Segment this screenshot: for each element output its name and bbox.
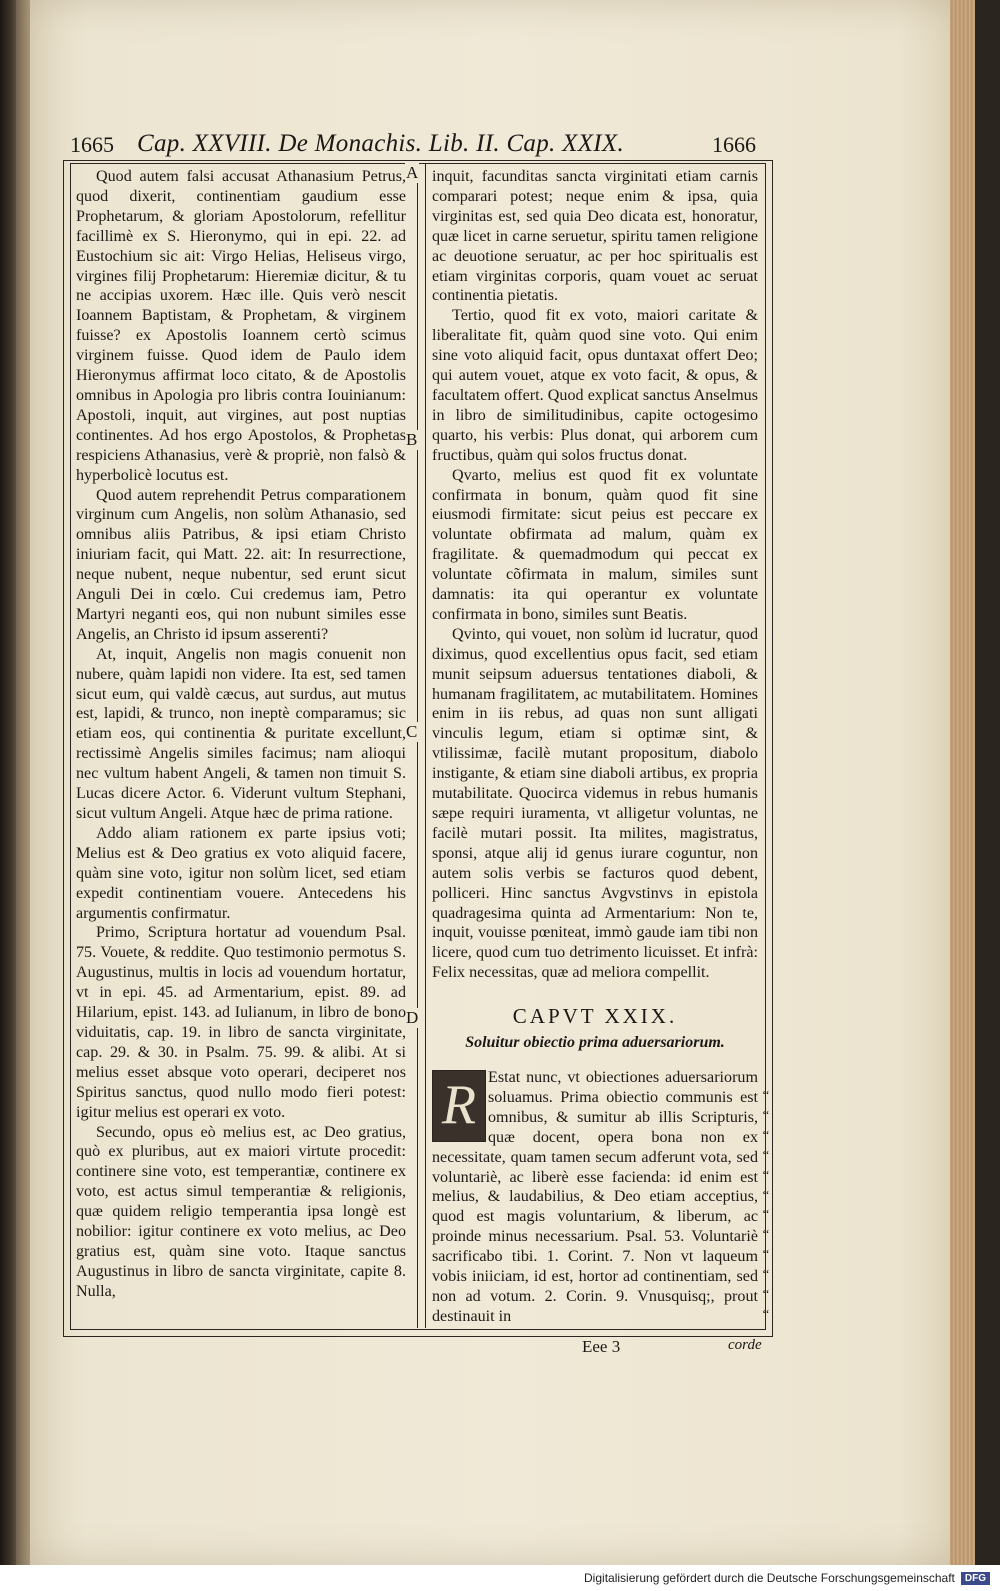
paragraph: Quod autem reprehendit Petrus comparationem virginum cum Angelis, non solùm Athanasio, sed omnibus aliis Patribus, & ipsi etiam Christo iniuriam facit, qui Matt. 22. ait: In resurrectione, neque nubent, neque nubentur, sed erunt sicut Anguli Dei in cœlo. Cui credemus iam, Petro Martyri neganti eos, qui non nubunt similes esse Angelis, an Christo id ipsum asserenti? (76, 486, 406, 643)
decorated-initial: R (432, 1070, 486, 1142)
paragraph: inquit, facunditas sancta virginitati etiam carnis comparari potest; neque enim & ipsa, quia virginitas est, sed quia Deo dicata est, honoratur, quæ licet in carne seruetur, spiritu tamen religione ac deuotione seruatur, ac per hoc spiritualis est etiam virginitas corporis, quam vouet ac seruat continentia pietatis. (432, 168, 758, 305)
paragraph: Addo aliam rationem ex parte ipsius voti; Melius est & Deo gratius ex voto aliquid facere, quàm sine voto, igitur non solùm licet, sed etiam expedit continentiam vouere. Antecedens his argumentis confirmatur. (76, 824, 406, 922)
page-fore-edge (950, 0, 975, 1565)
left-text-column (76, 167, 406, 1302)
margin-marker-b: B (406, 430, 418, 449)
running-header (70, 130, 770, 164)
chapter-subtitle: Soluitur obiectio prima aduersariorum. (465, 1034, 725, 1051)
signature-mark: Eee 3 (582, 1337, 621, 1356)
margin-marker-a: A (406, 163, 419, 182)
margin-marker-c: C (406, 722, 418, 741)
paragraph (432, 1068, 758, 1327)
paragraph: Primo, Scriptura hortatur ad vouendum Psal. 75. Vouete, & reddite. Quo testimonio permotus S. Augustinus, multis in locis ad vouendum hortatur, vt in epi. 45. ad Armentarium, epist. 89. ad Hilarium, epist. 143. ad Iulianum, in libro de bono viduitatis, cap. 19. in libro de sancta virginitate, cap. 29. & 30. in Psalm. 75. 99. & alibi. At si melius esset absque voto operari, deciperet nos Spiritus sanctus, quod nullo modo fieri potest: igitur melius est operari ex voto. (76, 924, 406, 1121)
running-title: Cap. XXVIII. De Monachis. Lib. II. Cap. XXIX. (137, 130, 625, 157)
marginal-quote-marks: ‘‘ ‘‘ ‘‘ ‘‘ ‘‘ ‘‘ ‘‘ ‘‘ ‘‘ ‘‘ ‘‘ ‘‘ (762, 1087, 770, 1321)
paragraph: Qvinto, qui vouet, non solùm id lucratur, quod diximus, quod excellentius opus facit, sed etiam munit seipsum aduersus tentationes diaboli, & humanam fragilitatem, ac mutabilitatem. Homines enim in iis rebus, ad quas non sunt alligati vinculis legum, etiam si optimæ sint, & vtilissimæ, facilè mutant propositum, diabolo instigante, & etiam sine diaboli artibus, ex propria mutabilitate. Quocirca videmus in rebus humanis sæpe requiri iuramenta, vt alligetur voluntas, ne facilè mutari possit. Ita milites, magistratus, sponsi, atque alij id genus iurare coguntur, non autem solis verbis se facturos quod debent, polliceri. Hinc sanctus Avgvstinvs in epistola quadragesima quinta ad Armentarium: Non te, inquit, vouisse pœniteat, immò gaude iam tibi non licere, quod cum tuo detrimento licuisset. Et infrà: Felix necessitas, quæ ad meliora compellit. (432, 625, 758, 982)
paragraph: Qvarto, melius est quod fit ex voluntate confirmata in bonum, quàm quod fit sine eiusmodi firmitate: sicut peius est peccare ex voluntate obfirmata ad malum, quàm ex fragilitate. & quemadmodum qui peccat ex voluntate cõfirmata in malum, similes sunt damnatis: ita qui operantur ex voluntate confirmata in bono, similes sunt Beatis. (432, 466, 758, 623)
chapter-heading: CAPVT XXIX. (512, 1004, 678, 1028)
digitization-credit (0, 1565, 1000, 1591)
column-rule (417, 163, 418, 1328)
paragraph: Quod autem falsi accusat Athanasium Petrus, quod dixerit, continentiam gaudium esse Prophetarum, & gloriam Apostolorum, refellitur facillimè ex S. Hieronymo, qui in epi. 22. ad Eustochium sic ait: Virgo Helias, Heliseus virgo, virgines filij Prophetarum: Hieremiæ dicitur, & tu ne accipias uxorem. Hæc ille. Quis verò nescit Ioannem Baptistam, & Prophetam, & virginem fuisse? ex Apostolis Ioannem certò scimus virginem fuisse. Quod idem de Paulo idem Hieronymus affirmat loco citato, & de Apostolis omnibus in Apologia pro libris contra Iouinianum: Apostoli, inquit, aut virgines, aut post nuptias continentes. Ad hos ergo Apostolos, & Prophetas respiciens Athanasius, verè & propriè, non falsò & hyperbolicè locutus est. (76, 168, 406, 484)
dfg-logo: DFG (961, 1572, 990, 1585)
catchword: corde (728, 1337, 762, 1353)
credit-text: Digitalisierung gefördert durch die Deutsche Forschungsgemeinschaft (584, 1571, 955, 1585)
chapter-text (432, 1068, 758, 1327)
right-text-column (432, 167, 758, 983)
paragraph: Secundo, opus eò melius est, ac Deo gratius, quò ex pluribus, aut ex maiori virtute procedit: continere sine voto, est temperantiæ, continere ex voto, est actus simul temperantiæ & religionis, quæ quidem religio temperantia ipsa longè est nobilior: igitur continere ex voto melius, ac Deo gratius est, quàm sine voto. Itaque sanctus Augustinus in libro de sancta virginitate, capite 8. Nulla, (76, 1123, 406, 1300)
column-rule-2 (425, 163, 426, 1328)
paragraph: At, inquit, Angelis non magis conuenit non nubere, quàm lapidi non videre. Ita est, sed tamen sicut eum, qui valdè cæcus, aut surdus, aut mutus est, lapidi, & trunco, non ineptè comparamus; sic etiam eos, qui continentia & puritate excellunt, rectissimè Angelis similes facimus; nam alioqui nec vultum habent Angeli, & tamen non timuit S. Lucas dicere Actor. 6. Viderunt vultum Stephani, sicut vultum Angeli. Atque hæc de prima ratione. (76, 645, 406, 822)
page-number-left: 1665 (70, 132, 114, 157)
chapter-body: Estat nunc, vt obiectiones aduersariorum soluamus. Prima obiectio communis est omnibus, & sumitur ab illis Scripturis, quæ docent, opera bona non ex necessitate, quam tamen secum adferunt vota, sed voluntariè, ac liberè esse facienda: id enim est melius, & laudabilius, & Deo etiam acceptius, quod est magis voluntarium, & liberum, ac proinde minus necessarium. Psal. 53. Voluntariè sacrificabo tibi. 1. Corint. 7. Non vt laqueum vobis iniiciam, id est, hortor ad continentiam, sed non ad votum. 2. Corin. 9. Vnusquisq;, prout destinauit in (432, 1069, 758, 1325)
book-binding (0, 0, 16, 1591)
margin-marker-d: D (406, 1008, 419, 1027)
paragraph: Tertio, quod fit ex voto, maiori caritate & liberalitate fit, quàm quod sine voto. Qui enim sine voto aliquid facit, opus duntaxat offert Deo; qui autem vouet, atque ex voto facit, & opus, & facultatem offert. Quod explicat sanctus Anselmus in libro de similitudinibus, capite octogesimo quarto, his verbis: Plus donat, qui arborem cum fructibus, quàm qui solos fructus donat. (432, 307, 758, 464)
page-number-right: 1666 (712, 132, 756, 157)
